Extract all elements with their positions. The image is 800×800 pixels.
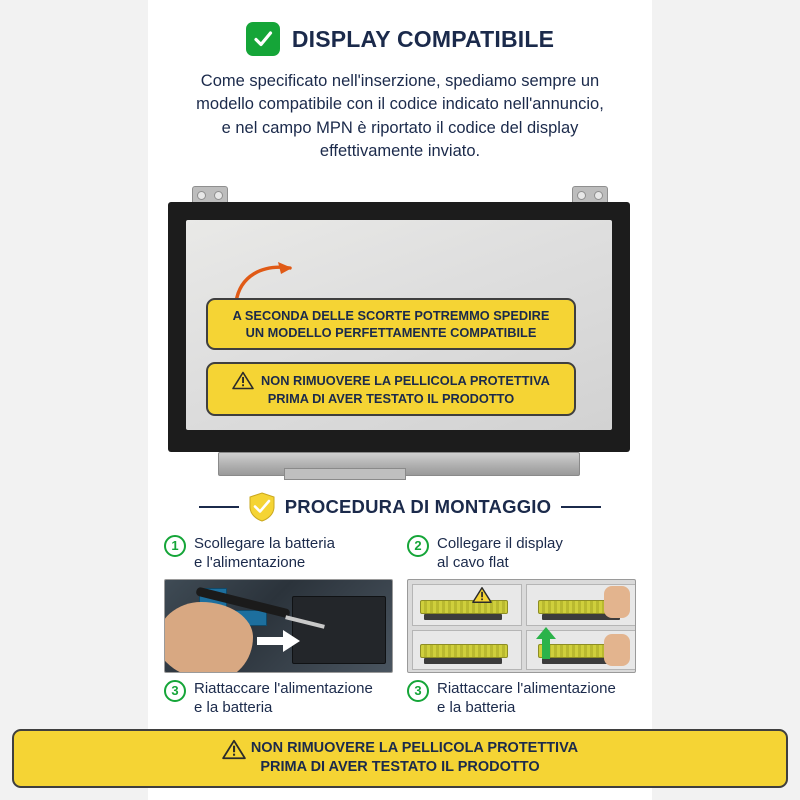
bottom-banner-line-2: PRIMA DI AVER TESTATO IL PRODOTTO bbox=[260, 759, 540, 776]
step-1 bbox=[164, 534, 393, 573]
step-2-line-1: Collegare il display bbox=[437, 534, 563, 552]
intro-line-2: modello compatibile con il codice indicato nell'annuncio, bbox=[196, 95, 604, 114]
step-text bbox=[437, 679, 616, 718]
step-2-line-2: al cavo flat bbox=[437, 554, 509, 572]
shield-icon bbox=[249, 492, 275, 522]
step-3-right-line-2: e la batteria bbox=[437, 699, 516, 717]
step-text bbox=[437, 534, 563, 573]
intro-line-3: e nel campo MPN è riportato il codice del display bbox=[221, 118, 579, 137]
curved-arrow-icon bbox=[232, 258, 302, 304]
procedure-steps bbox=[164, 534, 636, 718]
procedure-title: PROCEDURA DI MONTAGGIO bbox=[284, 495, 552, 517]
step-3-right bbox=[407, 679, 636, 718]
step-3-left-line-1: Riattaccare l'alimentazione bbox=[194, 679, 373, 697]
step-text bbox=[194, 679, 373, 718]
notice-compatible-line-2: UN MODELLO PERFETTAMENTE COMPATIBILE bbox=[245, 324, 537, 340]
step-number: 1 bbox=[164, 535, 186, 557]
panel-foil-tab bbox=[284, 468, 406, 480]
header bbox=[148, 22, 652, 56]
battery-pack bbox=[292, 596, 386, 664]
notice-film-line-1: NON RIMUOVERE LA PELLICOLA PROTETTIVA bbox=[261, 372, 550, 388]
bottom-warning-banner bbox=[12, 729, 788, 788]
flat-cable-strip bbox=[420, 644, 508, 658]
page-title: DISPLAY COMPATIBILE bbox=[291, 25, 555, 52]
main-content bbox=[148, 0, 652, 800]
right-margin bbox=[652, 0, 800, 800]
step-3-right-line-1: Riattaccare l'alimentazione bbox=[437, 679, 616, 697]
connector-socket bbox=[424, 658, 502, 664]
intro-line-1: Come specificato nell'inserzione, spediamo sempre un bbox=[200, 72, 600, 90]
procedure-header bbox=[148, 492, 652, 522]
step-number: 3 bbox=[407, 680, 429, 702]
step-number: 3 bbox=[164, 680, 186, 702]
finger bbox=[604, 634, 630, 666]
warning-triangle-icon bbox=[232, 371, 254, 390]
warning-triangle-icon bbox=[472, 586, 492, 604]
step-1-line-2: e l'alimentazione bbox=[194, 554, 306, 572]
intro-line-4: effettivamente inviato. bbox=[319, 142, 481, 161]
check-badge-icon bbox=[246, 22, 280, 56]
lcd-panel-illustration bbox=[160, 180, 640, 480]
green-up-arrow-icon bbox=[536, 626, 556, 660]
step-3-left bbox=[164, 679, 393, 718]
step-3-left-line-2: e la batteria bbox=[194, 699, 273, 717]
step-1-line-1: Scollegare la batteria bbox=[194, 534, 335, 552]
warning-triangle-icon bbox=[222, 739, 244, 758]
notice-protective-film bbox=[206, 362, 576, 416]
divider-right bbox=[561, 506, 601, 508]
intro-text bbox=[170, 70, 630, 164]
step-number: 2 bbox=[407, 535, 429, 557]
flat-cable-connector-photo bbox=[407, 579, 636, 673]
step-2 bbox=[407, 534, 636, 573]
connector-socket bbox=[424, 614, 502, 620]
notice-compatible-line-1: A SECONDA DELLE SCORTE POTREMMO SPEDIRE bbox=[232, 307, 550, 323]
bottom-banner-line-1: NON RIMUOVERE LA PELLICOLA PROTETTIVA bbox=[250, 739, 579, 756]
divider-left bbox=[199, 506, 239, 508]
notice-film-line-2: PRIMA DI AVER TESTATO IL PRODOTTO bbox=[267, 390, 515, 406]
left-margin bbox=[0, 0, 148, 800]
flat-cable-strip bbox=[420, 600, 508, 614]
motherboard-battery-photo bbox=[164, 579, 393, 673]
step-text bbox=[194, 534, 335, 573]
finger bbox=[604, 586, 630, 618]
notice-compatible-model bbox=[206, 298, 576, 351]
white-arrow-icon bbox=[257, 628, 301, 654]
